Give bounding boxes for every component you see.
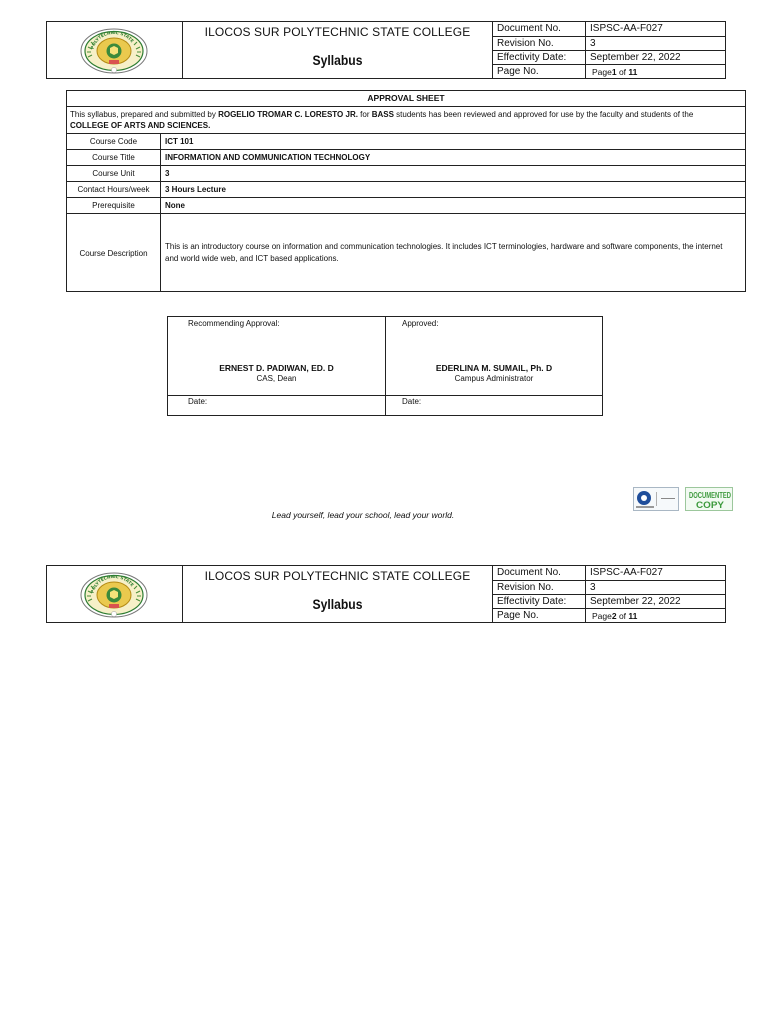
meta-row-document-no bbox=[493, 566, 726, 580]
meta-label: Effectivity Date: bbox=[493, 51, 586, 64]
stamp-divider bbox=[656, 492, 657, 506]
certification-disc-icon bbox=[637, 491, 651, 505]
page-number bbox=[586, 65, 726, 79]
meta-row-page-no bbox=[493, 608, 726, 623]
row-value: 3 Hours Lecture bbox=[165, 185, 226, 194]
document-title: Syllabus bbox=[312, 597, 363, 612]
meta-row-revision-no bbox=[493, 36, 726, 50]
page-prefix: Page bbox=[592, 67, 612, 77]
document-title: Syllabus bbox=[312, 53, 363, 68]
intro-text: students has been reviewed and approved for use by the faculty and students of the bbox=[393, 110, 694, 119]
intro-text: for bbox=[357, 110, 372, 119]
row-label: Course Description bbox=[67, 214, 161, 292]
meta-label: Page No. bbox=[493, 609, 586, 623]
meta-label: Revision No. bbox=[493, 581, 586, 594]
page-num: 1 bbox=[611, 67, 617, 77]
college-cell bbox=[183, 566, 493, 622]
recommender-name: ERNEST D. PADIWAN, ED. D bbox=[219, 363, 334, 373]
approval-intro bbox=[67, 107, 745, 134]
row-label: Contact Hours/week bbox=[67, 182, 161, 197]
college-cell bbox=[183, 22, 493, 78]
logo-cell bbox=[47, 566, 183, 622]
meta-row-page-no bbox=[493, 64, 726, 79]
document-header bbox=[46, 21, 726, 79]
college-unit: COLLEGE OF ARTS AND SCIENCES. bbox=[70, 121, 211, 130]
meta-row-effectivity-date bbox=[493, 594, 726, 608]
meta-row-document-no bbox=[493, 22, 726, 36]
document-meta bbox=[493, 566, 726, 622]
page-total: 11 bbox=[628, 67, 638, 77]
program-name: BASS bbox=[371, 110, 394, 119]
college-name: ILOCOS SUR POLYTECHNIC STATE COLLEGE bbox=[204, 569, 471, 583]
signature-block bbox=[167, 316, 603, 416]
recommending-approval-cell bbox=[168, 317, 386, 415]
row-label: Course Title bbox=[67, 150, 161, 165]
document-header-page-2 bbox=[46, 565, 726, 623]
row-value: 3 bbox=[165, 169, 170, 178]
stamp-line-1: DOCUMENTED bbox=[689, 491, 732, 500]
meta-value: ISPSC-AA-F027 bbox=[590, 567, 663, 578]
meta-value: September 22, 2022 bbox=[590, 596, 681, 607]
row-label: Course Unit bbox=[67, 166, 161, 181]
logo-cell bbox=[47, 22, 183, 78]
page-prefix: Page bbox=[592, 611, 612, 621]
page-number bbox=[586, 609, 726, 623]
stamp-line-2: COPY bbox=[696, 500, 724, 510]
meta-row-revision-no bbox=[493, 580, 726, 594]
seal-text: POLYTECHNIC STATE bbox=[89, 29, 135, 50]
recommending-date: Date: bbox=[168, 395, 385, 416]
course-unit-row bbox=[67, 166, 745, 182]
college-seal-icon bbox=[79, 27, 149, 75]
stamp-caption-mark bbox=[636, 506, 654, 508]
row-value: INFORMATION AND COMMUNICATION TECHNOLOGY bbox=[165, 153, 371, 162]
recommender-role: CAS, Dean bbox=[256, 374, 297, 383]
meta-label: Revision No. bbox=[493, 37, 586, 50]
meta-label: Document No. bbox=[493, 22, 586, 36]
college-seal-icon bbox=[79, 571, 149, 619]
contact-hours-row bbox=[67, 182, 745, 198]
course-description-row bbox=[67, 214, 745, 292]
meta-label: Page No. bbox=[493, 65, 586, 79]
documented-copy-graphic bbox=[688, 489, 732, 511]
meta-value: ISPSC-AA-F027 bbox=[590, 23, 663, 34]
approval-sheet-table bbox=[66, 90, 746, 292]
preparer-name: ROGELIO TROMAR C. LORESTO JR. bbox=[218, 110, 358, 119]
page-num: 2 bbox=[611, 611, 617, 621]
meta-value: 3 bbox=[590, 582, 596, 593]
meta-value: 3 bbox=[590, 38, 596, 49]
approver-role: Campus Administrator bbox=[454, 374, 534, 383]
recommending-caption: Recommending Approval: bbox=[188, 319, 280, 328]
row-value: None bbox=[165, 201, 185, 210]
page-of: of bbox=[616, 67, 629, 77]
stamp-mark bbox=[661, 498, 675, 499]
seal-text: POLYTECHNIC STATE bbox=[89, 573, 135, 594]
prerequisite-row bbox=[67, 198, 745, 214]
course-title-row bbox=[67, 150, 745, 166]
page-of: of bbox=[616, 611, 629, 621]
approver-name: EDERLINA M. SUMAIL, Ph. D bbox=[435, 363, 553, 373]
row-label: Prerequisite bbox=[67, 198, 161, 213]
approved-date: Date: bbox=[386, 395, 602, 416]
approval-sheet-title: APPROVAL SHEET bbox=[67, 91, 745, 107]
approved-cell bbox=[386, 317, 602, 415]
intro-text: This syllabus, prepared and submitted by bbox=[70, 110, 219, 119]
meta-label: Document No. bbox=[493, 566, 586, 580]
row-value: This is an introductory course on information and communication technologies. It includes ICT terminologies, hardware and software components, the internet and world wide web, and ICT based applications. bbox=[165, 242, 723, 263]
certification-stamp-icon bbox=[633, 487, 679, 511]
approved-caption: Approved: bbox=[402, 319, 439, 328]
meta-label: Effectivity Date: bbox=[493, 595, 586, 608]
document-meta bbox=[493, 22, 726, 78]
row-label: Course Code bbox=[67, 134, 161, 149]
course-code-row bbox=[67, 134, 745, 150]
college-name: ILOCOS SUR POLYTECHNIC STATE COLLEGE bbox=[204, 25, 471, 39]
documented-copy-stamp-icon bbox=[685, 487, 733, 511]
college-motto: Lead yourself, lead your school, lead your world. bbox=[271, 510, 455, 520]
meta-value: September 22, 2022 bbox=[590, 52, 681, 63]
row-value: ICT 101 bbox=[165, 137, 194, 146]
meta-row-effectivity-date bbox=[493, 50, 726, 64]
page-total: 11 bbox=[628, 611, 638, 621]
